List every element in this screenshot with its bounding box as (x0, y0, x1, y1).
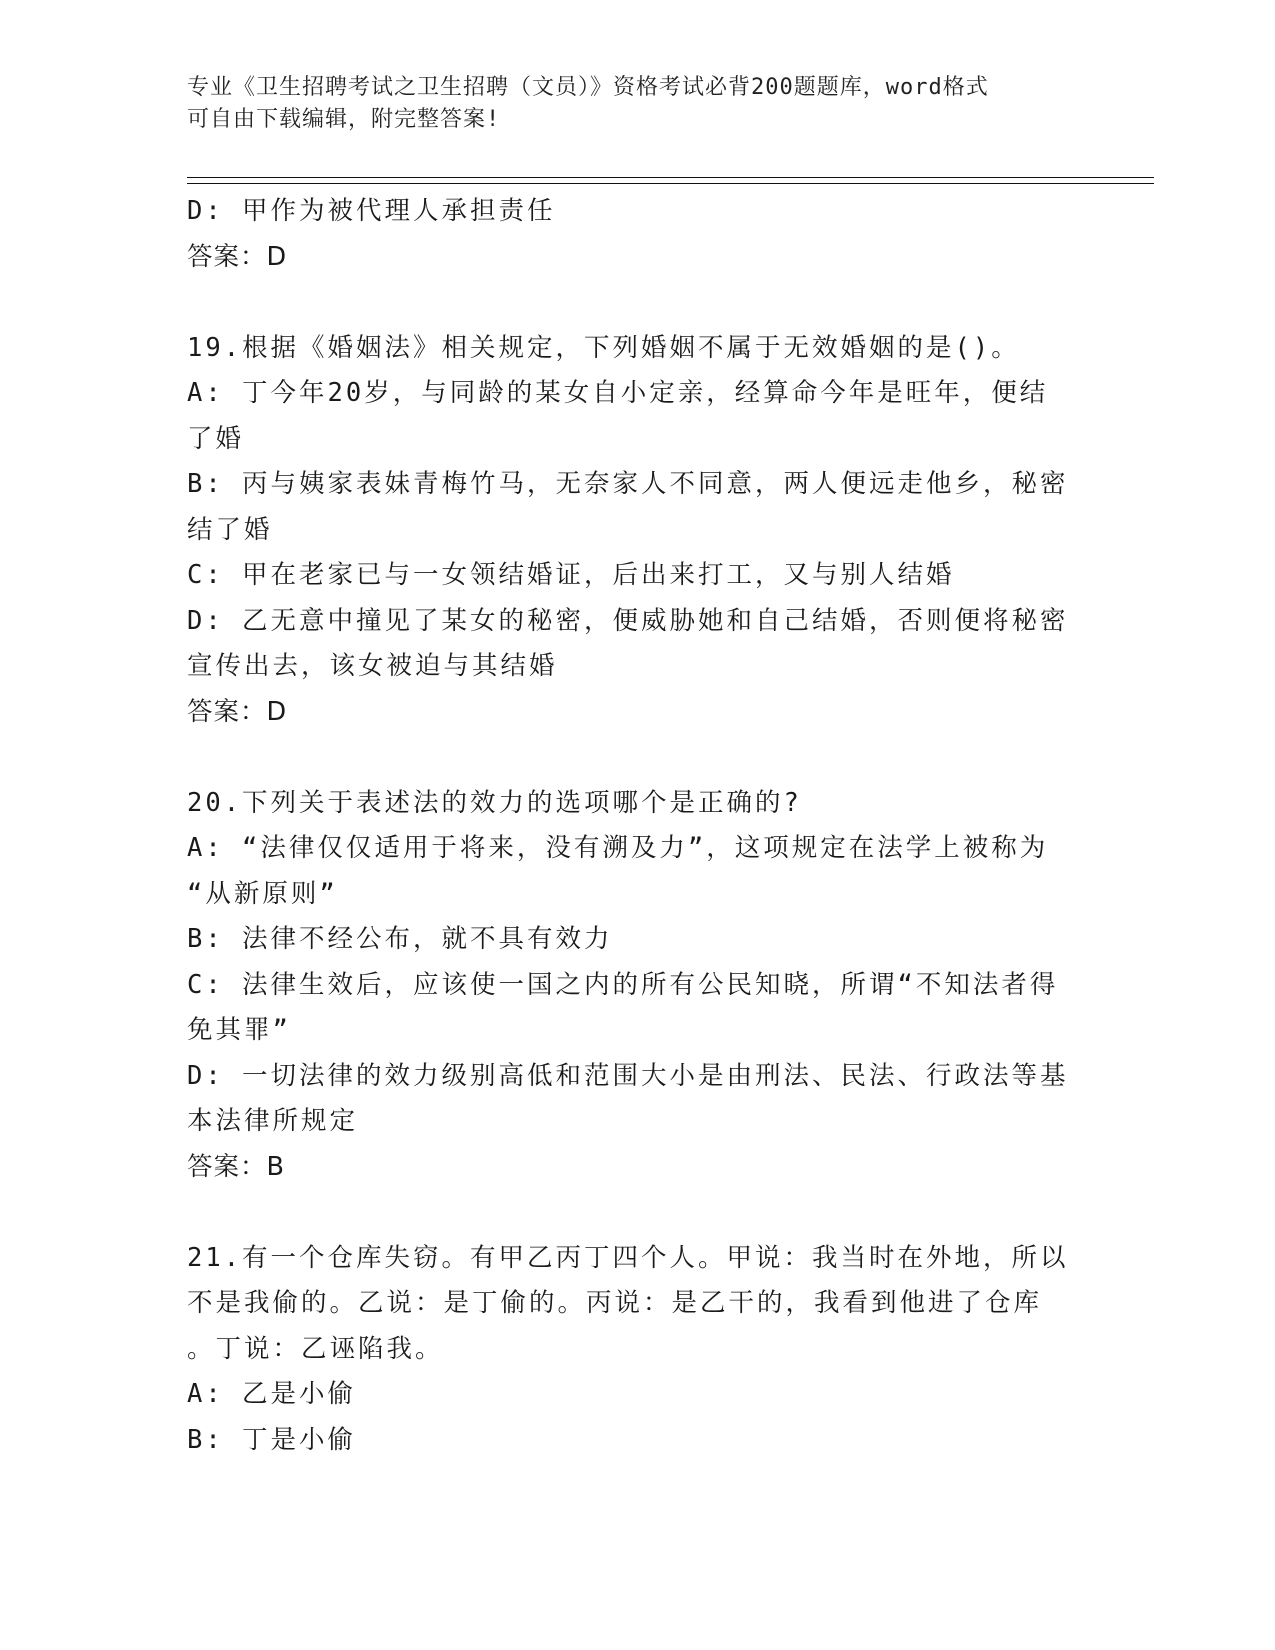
option-a: A: “法律仅仅适用于将来，没有溯及力”，这项规定在法学上被称为 (187, 833, 1049, 863)
option-a: A: 丁今年20岁，与同龄的某女自小定亲，经算命今年是旺年，便结 (187, 378, 1049, 408)
header-divider-bottom (187, 183, 1154, 184)
option-c-continued: 免其罪” (187, 1015, 291, 1045)
option-b: B: 法律不经公布，就不具有效力 (187, 924, 613, 954)
option-b-continued: 结了婚 (187, 514, 273, 545)
option-d-continued: 宣传出去，该女被迫与其结婚 (187, 651, 558, 681)
question-content (187, 189, 1087, 1463)
option-b: B: 丙与姨家表妹青梅竹马，无奈家人不同意，两人便远走他乡，秘密 (187, 469, 1069, 499)
question-stem-continued: 不是我偷的。乙说：是丁偷的。丙说：是乙干的，我看到他进了仓库 (187, 1288, 1043, 1318)
question-21 (187, 1236, 1087, 1464)
header-divider-top (187, 177, 1154, 178)
header-title-line-1: 专业《卫生招聘考试之卫生招聘（文员）》资格考试必背200题题库，word格式 (187, 75, 989, 100)
question-20 (187, 781, 1087, 1191)
option-a: A: 乙是小偷 (187, 1379, 357, 1409)
option-d-continued: 本法律所规定 (187, 1106, 359, 1136)
spacer (187, 735, 1087, 781)
option-d: D: 甲作为被代理人承担责任 (187, 196, 556, 226)
answer-line: 答案：B (187, 1151, 285, 1182)
option-d: D: 乙无意中撞见了某女的秘密，便威胁她和自己结婚，否则便将秘密 (187, 605, 1069, 636)
question-stem-continued: 。丁说：乙诬陷我。 (187, 1333, 444, 1364)
option-c: C: 甲在老家已与一女领结婚证，后出来打工，又与别人结婚 (187, 560, 955, 590)
answer-line: 答案：D (187, 696, 288, 727)
option-c: C: 法律生效后，应该使一国之内的所有公民知晓，所谓“不知法者得 (187, 969, 1059, 1000)
spacer (187, 1190, 1087, 1236)
question-19 (187, 326, 1087, 736)
header-title-line-2: 可自由下载编辑，附完整答案! (187, 107, 501, 132)
spacer (187, 280, 1087, 326)
option-b: B: 丁是小偷 (187, 1424, 357, 1455)
previous-question-tail (187, 189, 1087, 280)
option-a-continued: 了婚 (187, 423, 245, 454)
option-a-continued: “从新原则” (187, 878, 338, 909)
question-stem: 21.有一个仓库失窃。有甲乙丙丁四个人。甲说：我当时在外地，所以 (187, 1242, 1069, 1273)
answer-line: 答案：D (187, 241, 288, 272)
option-d: D: 一切法律的效力级别高低和范围大小是由刑法、民法、行政法等基 (187, 1060, 1069, 1091)
question-stem: 19.根据《婚姻法》相关规定，下列婚姻不属于无效婚姻的是()。 (187, 332, 1020, 363)
question-stem: 20.下列关于表述法的效力的选项哪个是正确的? (187, 787, 802, 818)
document-header (187, 72, 1087, 136)
